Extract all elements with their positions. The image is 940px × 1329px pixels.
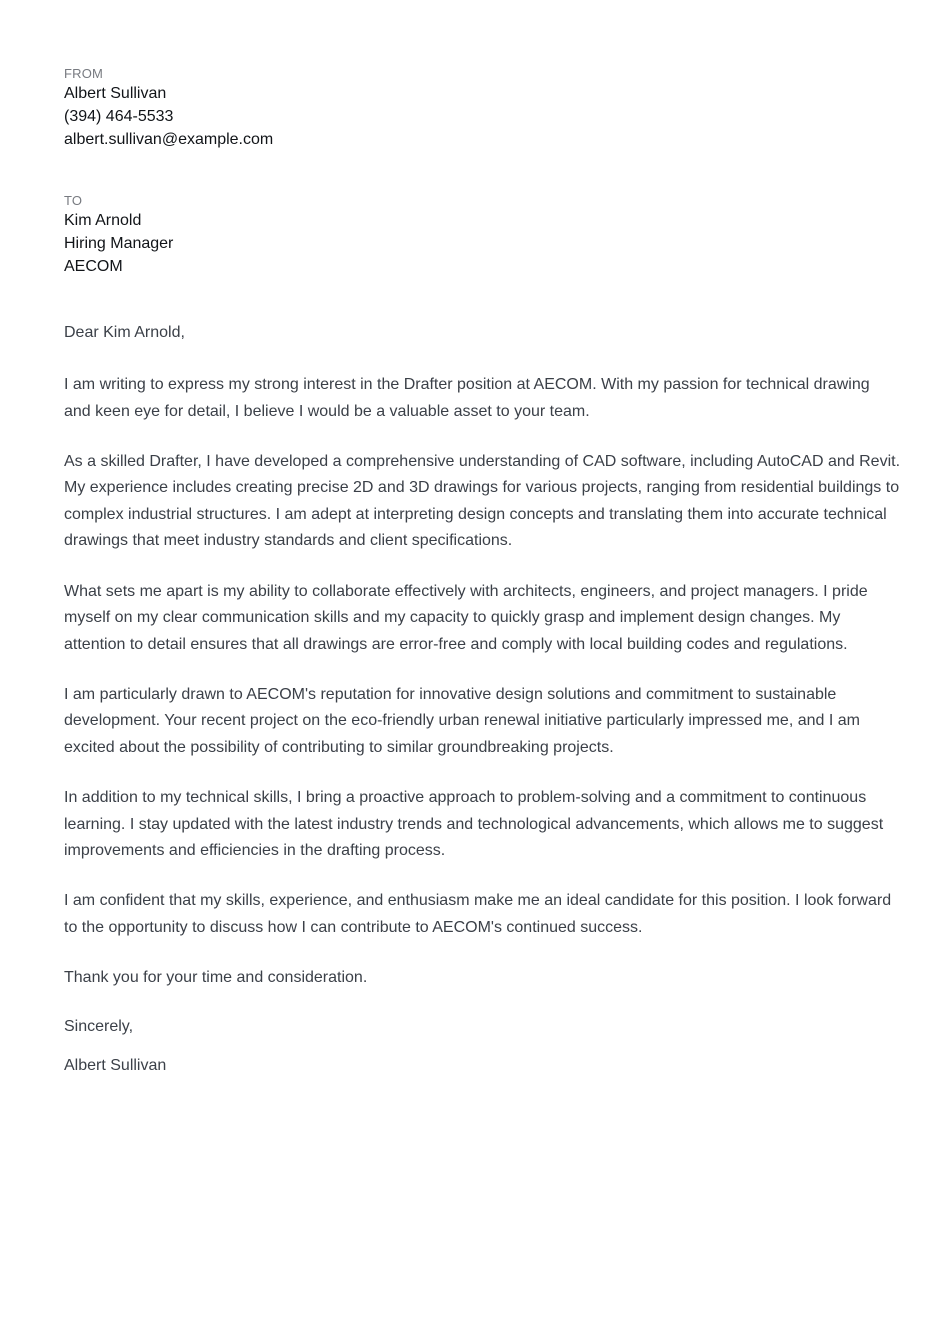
letter-body xyxy=(64,321,900,1078)
from-label: FROM xyxy=(64,66,104,81)
sender-block xyxy=(64,66,273,151)
recipient-company: AECOM xyxy=(64,258,123,275)
body-paragraph: I am particularly drawn to AECOM's reputation for innovative design solutions and commitment to sustainable development. Your recent project on the eco-friendly urban renewal initiative particularly impressed me, and I am excited about the possibility of contributing to similar groundbreaking projects. xyxy=(64,685,860,757)
signature: Albert Sullivan xyxy=(64,1057,167,1075)
closing: Sincerely, xyxy=(64,1018,134,1036)
recipient-name: Kim Arnold xyxy=(64,212,142,229)
body-paragraph: I am writing to express my strong interest in the Drafter position at AECOM. With my passion for technical drawing and keen eye for detail, I believe I would be a valuable asset to your team. xyxy=(64,376,870,420)
body-paragraph: Thank you for your time and consideration. xyxy=(64,969,368,987)
sender-phone: (394) 464-5533 xyxy=(64,108,174,125)
sender-name: Albert Sullivan xyxy=(64,85,167,102)
to-label: TO xyxy=(64,193,83,208)
recipient-title: Hiring Manager xyxy=(64,235,174,252)
recipient-block xyxy=(64,193,173,278)
body-paragraph: As a skilled Drafter, I have developed a comprehensive understanding of CAD software, including AutoCAD and Revit. My experience includes creating precise 2D and 3D drawings for various projects, ranging from residential buildings to complex industrial structures. I am adept at interpreting design concepts and translating them into accurate technical drawings that meet industry standards and client specifications. xyxy=(64,452,901,550)
body-paragraph: What sets me apart is my ability to collaborate effectively with architects, engineers, and project managers. I pride myself on my clear communication skills and my capacity to quickly grasp and implement design changes. My attention to detail ensures that all drawings are error-free and comply with local building codes and regulations. xyxy=(64,582,868,653)
salutation: Dear Kim Arnold, xyxy=(64,324,185,341)
body-paragraph: I am confident that my skills, experience, and enthusiasm make me an ideal candidate for this position. I look forward to the opportunity to discuss how I can contribute to AECOM's continued success. xyxy=(64,892,892,936)
sender-email: albert.sullivan@example.com xyxy=(64,131,274,148)
body-paragraph: In addition to my technical skills, I bring a proactive approach to problem-solving and a commitment to continuous learning. I stay updated with the latest industry trends and technological advancements, which allows me to suggest improvements and efficiencies in the drafting process. xyxy=(64,789,884,860)
